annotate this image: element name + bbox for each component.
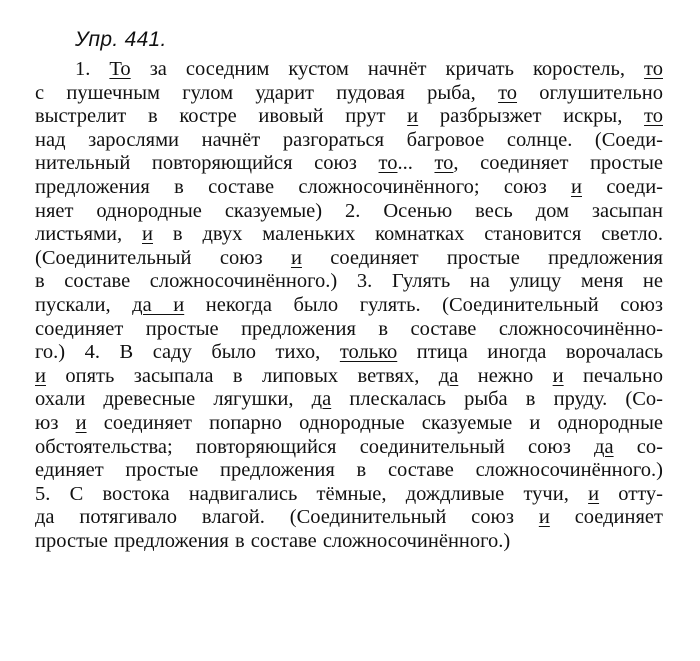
underlined-conjunction: и	[290, 246, 302, 269]
text-segment: разбрызжет искры,	[418, 105, 645, 128]
text-line	[35, 294, 663, 318]
text-segment: 1.	[75, 58, 110, 80]
text-segment: печально	[563, 364, 663, 387]
text-line	[35, 270, 663, 294]
text-segment: нежно	[458, 364, 553, 387]
text-segment: соединяет	[549, 506, 663, 529]
underlined-conjunction: и	[142, 223, 153, 246]
text-segment: соеди-	[582, 175, 663, 198]
text-segment: со-	[613, 435, 663, 458]
underlined-conjunction: и	[571, 175, 582, 198]
text-segment: юз	[35, 411, 76, 434]
text-segment: го.) 4. В саду было тихо,	[35, 341, 340, 364]
text-line	[35, 459, 663, 483]
text-segment: птица иногда ворочалась	[397, 341, 663, 364]
text-segment: соединяет простые предложения	[301, 246, 663, 269]
text-segment: плескалась рыба в пруду. (Со-	[331, 388, 663, 411]
underlined-conjunction: то	[644, 58, 663, 80]
text-segment: обстоятельства; повторяющийся соединительный союз	[35, 435, 595, 458]
text-line	[35, 82, 663, 106]
text-segment: пускали,	[35, 293, 133, 316]
exercise-answer-text	[35, 58, 663, 553]
underlined-conjunction: То	[109, 58, 131, 80]
text-segment: выстрелит в костре ивовый прут	[35, 105, 408, 128]
text-line	[35, 58, 663, 82]
text-segment: да потягивало влагой. (Соединительный союз	[35, 506, 539, 529]
underlined-conjunction: только	[339, 341, 398, 364]
text-line	[35, 318, 663, 342]
text-segment: единяет простые предложения в составе сложносочинённого.)	[35, 459, 663, 482]
underlined-conjunction: да	[311, 388, 332, 411]
text-segment: нительный повторяющийся союз	[35, 152, 379, 175]
text-segment: опять засыпала в липовых ветвях,	[45, 364, 439, 387]
text-line	[35, 365, 663, 389]
underlined-conjunction: то	[434, 152, 454, 175]
text-segment: в составе сложносочинённого.) 3. Гулять на улицу меня не	[35, 270, 663, 293]
text-segment: , соединяет простые	[453, 152, 663, 175]
text-line	[35, 436, 663, 460]
text-line	[35, 506, 663, 530]
text-segment: предложения в составе сложносочинённого; союз	[35, 175, 572, 198]
text-segment: в двух маленьких комнатках становится светло.	[153, 223, 663, 246]
text-segment: охали древесные лягушки,	[35, 388, 312, 411]
text-line	[35, 530, 663, 554]
text-line	[35, 247, 663, 271]
underlined-conjunction: то	[498, 81, 518, 104]
underlined-conjunction: то	[378, 152, 398, 175]
text-segment: соединяет попарно однородные сказуемые и однородные	[86, 411, 663, 434]
text-segment: за соседним кустом начнёт кричать коростель,	[130, 58, 645, 80]
text-segment: листьями,	[35, 223, 143, 246]
text-line	[35, 152, 663, 176]
text-line	[35, 105, 663, 129]
text-line	[35, 412, 663, 436]
text-segment: с пушечным гулом ударит пудовая рыба,	[35, 81, 499, 104]
underlined-conjunction: и	[588, 482, 600, 505]
underlined-conjunction: и	[552, 364, 564, 387]
text-line	[35, 223, 663, 247]
text-segment: ...	[397, 152, 435, 175]
exercise-title: Упр. 441.	[75, 28, 167, 51]
text-segment: отту-	[599, 482, 663, 505]
text-segment: оглушительно	[517, 81, 663, 104]
text-line	[35, 200, 663, 224]
text-line	[35, 341, 663, 365]
text-segment: 5. С востока надвигались тёмные, дождливые тучи,	[35, 482, 589, 505]
underlined-conjunction: и	[35, 364, 46, 387]
text-line	[35, 483, 663, 507]
underlined-conjunction: то	[644, 105, 663, 128]
text-segment: некогда было гулять. (Соединительный союз	[184, 293, 663, 316]
underlined-conjunction: да и	[132, 293, 185, 316]
underlined-conjunction: да	[594, 435, 614, 458]
text-line	[35, 176, 663, 200]
text-segment: над зарослями начнёт разгораться багровое солнце. (Соеди-	[35, 128, 663, 151]
text-segment: простые предложения в составе сложносочинённого.)	[35, 529, 511, 552]
text-segment: (Соединительный союз	[35, 246, 291, 269]
text-line	[35, 129, 663, 153]
underlined-conjunction: и	[407, 105, 419, 128]
text-segment: соединяет простые предложения в составе сложносочинённо-	[35, 317, 663, 340]
underlined-conjunction: и	[75, 411, 87, 434]
underlined-conjunction: да	[438, 364, 459, 387]
underlined-conjunction: и	[538, 506, 550, 529]
text-segment: няет однородные сказуемые) 2. Осенью весь дом засыпан	[35, 199, 663, 222]
text-line	[35, 388, 663, 412]
